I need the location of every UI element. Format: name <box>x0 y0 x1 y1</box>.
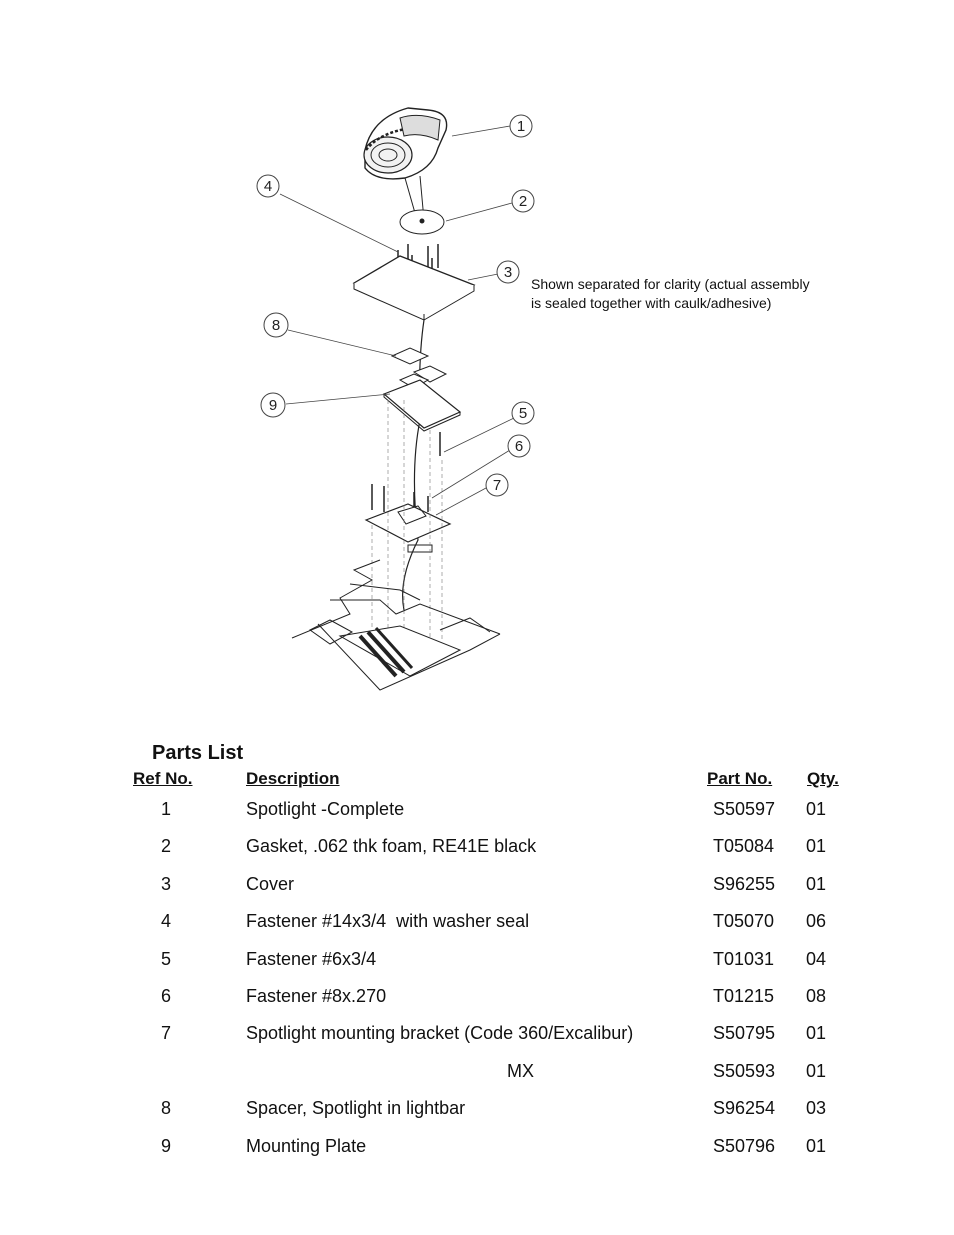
ref-cell: 5 <box>161 949 172 969</box>
qty-cell: 01 <box>806 1061 827 1081</box>
cover-drawing <box>354 256 474 320</box>
parts-list-title: Parts List <box>152 742 244 764</box>
table-row <box>0 1061 954 1087</box>
table-row <box>0 874 954 900</box>
header-qty: Qty. <box>807 769 839 788</box>
qty-cell: 01 <box>806 836 827 856</box>
spotlight-head-drawing <box>364 108 447 220</box>
table-row <box>0 1023 954 1049</box>
qty-cell: 01 <box>806 1023 827 1043</box>
callout-9: 9 <box>268 397 278 414</box>
lightbar-section-drawing <box>292 560 500 690</box>
description-cell: Gasket, .062 thk foam, RE41E black <box>246 836 537 856</box>
table-row <box>0 1136 954 1162</box>
part-no-cell: S50795 <box>713 1023 776 1043</box>
mounting-bracket-drawing <box>366 504 450 552</box>
table-row <box>0 1098 954 1124</box>
part-no-cell: S50593 <box>713 1061 776 1081</box>
qty-cell: 08 <box>806 986 827 1006</box>
part-no-cell: T01031 <box>713 949 775 969</box>
callout-5: 5 <box>518 405 528 422</box>
assembly-note <box>531 275 861 313</box>
ref-cell: 7 <box>161 1023 172 1043</box>
qty-cell: 01 <box>806 874 827 894</box>
qty-cell: 01 <box>806 1136 827 1156</box>
description-cell: Mounting Plate <box>246 1136 367 1156</box>
callout-7: 7 <box>492 477 502 494</box>
part-no-cell: T05084 <box>713 836 775 856</box>
callout-6: 6 <box>514 438 524 455</box>
description-cell: Fastener #14x3/4 with washer seal <box>246 911 530 931</box>
qty-cell: 03 <box>806 1098 827 1118</box>
description-cell: Spotlight mounting bracket (Code 360/Excalibur) <box>246 1023 634 1043</box>
qty-cell: 06 <box>806 911 827 931</box>
ref-cell: 2 <box>161 836 172 856</box>
header-ref-no: Ref No. <box>133 769 193 788</box>
ref-cell: 4 <box>161 911 172 931</box>
description-cell: Fastener #6x3/4 <box>246 949 377 969</box>
callout-2: 2 <box>518 193 528 210</box>
mounting-plate-drawing <box>384 380 460 431</box>
assembly-note-line-2: is sealed together with caulk/adhesive) <box>531 295 772 311</box>
table-row <box>0 836 954 862</box>
table-row <box>0 949 954 975</box>
part-no-cell: S50597 <box>713 799 776 819</box>
part-no-cell: S50796 <box>713 1136 776 1156</box>
ref-cell: 6 <box>161 986 172 1006</box>
part-no-cell: S96254 <box>713 1098 776 1118</box>
description-cell: Cover <box>246 874 295 894</box>
callout-3: 3 <box>503 264 513 281</box>
part-no-cell: T05070 <box>713 911 775 931</box>
description-cell: Spotlight -Complete <box>246 799 405 819</box>
description-cell: Spacer, Spotlight in lightbar <box>246 1098 466 1118</box>
part-no-cell: S96255 <box>713 874 776 894</box>
description-cell: Fastener #8x.270 <box>246 986 387 1006</box>
ref-cell: 8 <box>161 1098 172 1118</box>
ref-cell: 3 <box>161 874 172 894</box>
callout-8: 8 <box>271 317 281 334</box>
table-row <box>0 799 954 825</box>
qty-cell: 01 <box>806 799 827 819</box>
ref-cell: 9 <box>161 1136 172 1156</box>
variant-cell: MX <box>507 1061 534 1081</box>
ref-cell: 1 <box>161 799 172 819</box>
qty-cell: 04 <box>806 949 827 969</box>
callout-1: 1 <box>516 118 526 135</box>
part-no-cell: T01215 <box>713 986 775 1006</box>
header-part-no: Part No. <box>707 769 773 788</box>
table-row <box>0 986 954 1012</box>
assembly-note-line-1: Shown separated for clarity (actual assembly <box>531 276 810 292</box>
header-description: Description <box>246 769 340 788</box>
callout-4: 4 <box>263 178 273 195</box>
table-row <box>0 911 954 937</box>
